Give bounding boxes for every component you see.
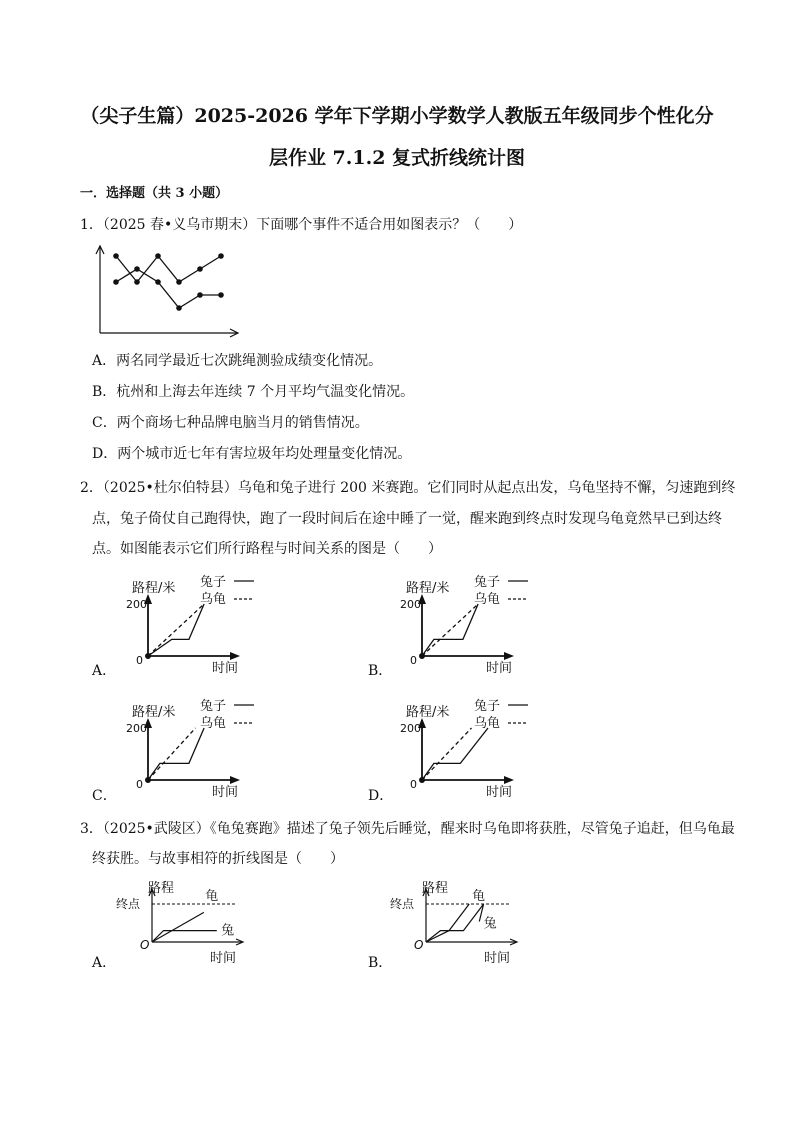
q2-graph-b xyxy=(394,570,544,678)
q2-d-xlabel: 时间 xyxy=(486,785,513,800)
q3-b-ylabel: 路程 xyxy=(422,881,449,896)
q2-option-a[interactable]: A． xyxy=(92,663,117,679)
q1-line-chart xyxy=(90,240,250,340)
q1-series-2-point xyxy=(155,279,161,285)
q3-graph-b xyxy=(384,876,534,968)
q2-a-ylabel: 路程/米 xyxy=(132,581,176,596)
q1-option-d[interactable]: D．两个城市近七年有害垃圾年均处理量变化情况。 xyxy=(92,446,412,462)
q3-a-xlabel: 时间 xyxy=(210,951,237,966)
q1-series-1-point xyxy=(197,266,203,272)
q1-option-a[interactable]: A．两名同学最近七次跳绳测验成绩变化情况。 xyxy=(92,353,383,369)
q2-stem-line1: 2．（2025•杜尔伯特县）乌龟和兔子进行 200 米赛跑。它们同时从起点出发，乌龟坚持不懈，匀速跑到终 xyxy=(80,480,736,496)
q2-a-x-arrow xyxy=(230,652,240,660)
q3-a-origin-label: O xyxy=(140,938,150,952)
q1-stem: 1．（2025 春•义乌市期末）下面哪个事件不适合用如图表示？（ ） xyxy=(80,217,523,233)
q2-d-legend-rabbit: 兔子 xyxy=(474,699,501,714)
q2-d-legend-turtle: 乌龟 xyxy=(474,716,501,731)
q2-a-xlabel: 时间 xyxy=(212,661,239,676)
q2-d-turtle-line xyxy=(422,728,472,780)
q2-graph-c xyxy=(120,694,270,802)
q2-c-origin-label: 0 xyxy=(136,778,143,791)
section-heading: 一．选择题（共 3 小题） xyxy=(80,186,229,201)
q2-c-ytick: 200 xyxy=(126,722,147,735)
q3-a-turtle-label: 龟 xyxy=(205,889,219,904)
q2-a-legend-turtle: 乌龟 xyxy=(200,592,227,607)
q2-d-rabbit-line xyxy=(422,728,488,780)
q3-a-ylabel: 路程 xyxy=(148,881,175,896)
q2-d-x-arrow xyxy=(504,776,514,784)
q2-b-legend-turtle: 乌龟 xyxy=(474,592,501,607)
q2-b-xlabel: 时间 xyxy=(486,661,513,676)
q2-stem-line2: 点，兔子倚仗自己跑得快，跑了一段时间后在途中睡了一觉，醒来跑到终点时发现乌龟竟然早已到达终 xyxy=(92,511,722,527)
q2-stem-line3: 点。如图能表示它们所行路程与时间关系的图是（ ） xyxy=(92,541,442,557)
q1-series-1-point xyxy=(155,253,161,259)
q2-a-turtle-line xyxy=(148,604,204,656)
q2-c-legend-rabbit: 兔子 xyxy=(200,699,227,714)
document-title-line1: （尖子生篇）2025-2026 学年下学期小学数学人教版五年级同步个性化分 xyxy=(80,105,714,127)
q3-b-origin-label: O xyxy=(414,938,424,952)
q1-series-2-point xyxy=(197,292,203,298)
q2-c-x-arrow xyxy=(230,776,240,784)
q1-series-2-point xyxy=(218,292,224,298)
q1-series-1-point xyxy=(176,279,182,285)
q2-c-rabbit-line xyxy=(148,728,204,780)
q2-a-ytick: 200 xyxy=(126,598,147,611)
q1-axes xyxy=(96,246,238,337)
q3-b-rabbit-label: 兔 xyxy=(483,916,497,932)
q3-stem-line1: 3．（2025•武陵区）《龟兔赛跑》描述了兔子领先后睡觉，醒来时乌龟即将获胜，尽管兔子追赶，但乌龟最 xyxy=(80,821,735,837)
q3-stem-line2: 终获胜。与故事相符的折线图是（ ） xyxy=(92,851,344,867)
q2-option-b[interactable]: B． xyxy=(368,663,393,679)
q1-option-b[interactable]: B．杭州和上海去年连续 7 个月平均气温变化情况。 xyxy=(92,384,415,400)
q2-c-ylabel: 路程/米 xyxy=(132,705,176,720)
q3-b-finish-label: 终点 xyxy=(390,897,415,911)
q2-b-ylabel: 路程/米 xyxy=(406,581,450,596)
q2-option-d[interactable]: D． xyxy=(368,788,394,804)
q2-b-turtle-line xyxy=(422,604,478,656)
q1-series-2-point xyxy=(134,266,140,272)
q1-series-1-line xyxy=(116,256,221,282)
q1-series-1-point xyxy=(218,253,224,259)
q3-b-xlabel: 时间 xyxy=(484,951,511,966)
q2-d-origin-label: 0 xyxy=(410,778,417,791)
q3-b-turtle-label: 龟 xyxy=(472,889,486,904)
q2-b-legend-rabbit: 兔子 xyxy=(474,575,501,590)
q1-series-1-point xyxy=(113,253,119,259)
q2-a-legend-rabbit: 兔子 xyxy=(200,575,227,590)
q2-d-ytick: 200 xyxy=(400,722,421,735)
q1-series-2-point xyxy=(176,305,182,311)
q3-graph-a xyxy=(110,876,260,968)
q1-series-2-point xyxy=(113,279,119,285)
q3-option-a[interactable]: A． xyxy=(92,955,117,971)
q2-c-xlabel: 时间 xyxy=(212,785,239,800)
q1-series-group xyxy=(113,253,224,311)
q3-a-finish-label: 终点 xyxy=(116,897,141,911)
q2-graph-a xyxy=(120,570,270,678)
q2-b-origin-label: 0 xyxy=(410,654,417,667)
q3-a-turtle-line xyxy=(152,912,204,942)
q1-option-c[interactable]: C．两个商场七种品牌电脑当月的销售情况。 xyxy=(92,415,369,431)
q2-c-legend-turtle: 乌龟 xyxy=(200,716,227,731)
q2-graph-d xyxy=(394,694,544,802)
q1-series-1-point xyxy=(134,279,140,285)
q2-b-x-arrow xyxy=(504,652,514,660)
q2-option-c[interactable]: C． xyxy=(92,788,117,804)
q2-c-turtle-line xyxy=(148,728,196,780)
q2-d-ylabel: 路程/米 xyxy=(406,705,450,720)
q2-b-ytick: 200 xyxy=(400,598,421,611)
q3-a-rabbit-label: 兔 xyxy=(221,923,235,939)
document-title-line2: 层作业 7.1.2 复式折线统计图 xyxy=(268,147,526,169)
q3-option-b[interactable]: B． xyxy=(368,955,393,971)
q2-a-origin-label: 0 xyxy=(136,654,143,667)
